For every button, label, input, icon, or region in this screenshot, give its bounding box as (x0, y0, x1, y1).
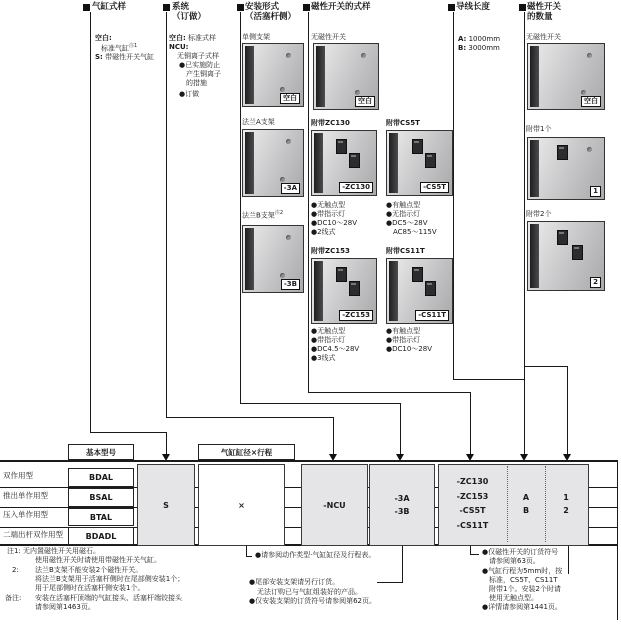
system-note-line: ●订做 (179, 90, 200, 98)
connector-line (333, 417, 334, 455)
note-line: 附带1个。安装2个时请 (489, 585, 561, 593)
cylinder-end-cap (314, 261, 323, 321)
note-line: 请参阅第63页。 (489, 557, 540, 565)
note-line: ●仅安装支架的订货符号请参阅第62页。 (249, 597, 377, 605)
connector-line (166, 432, 167, 455)
cylinder-end-cap (316, 46, 325, 107)
switch-none-label: 无磁性开关 (311, 33, 346, 41)
screw-hole (286, 139, 291, 144)
switch-spec: ●无指示灯 (386, 210, 421, 218)
switch-spec: ●带指示灯 (311, 336, 346, 344)
row-label: 推出单作用型 (3, 491, 48, 500)
screw-hole (361, 53, 366, 58)
col-switch-qty-title: 磁性开关 (527, 2, 562, 12)
note-line: 使用无触点型。 (489, 594, 538, 602)
switch-item-label: 附带CS11T (386, 247, 425, 255)
cylinder-end-cap (530, 140, 539, 197)
note-line: ●气缸行程为5mm时，按 (482, 567, 563, 575)
screw-hole (280, 177, 285, 182)
option-code-tag: -ZC130 (339, 182, 373, 193)
cylinder-style-s-option (95, 54, 154, 62)
option-code-tag: -CS11T (415, 310, 449, 321)
col-lead-wire-title: 导线长度 (456, 2, 491, 12)
connector-line (308, 12, 309, 392)
lead-code: A (522, 493, 530, 502)
table-cell-mounting (369, 464, 435, 546)
switch-spec: ●无触点型 (311, 327, 346, 335)
switch-spec: ●带指示灯 (386, 336, 421, 344)
auto-switch-block (336, 139, 347, 154)
option-code: S: (95, 53, 103, 61)
auto-switch-block (349, 281, 360, 296)
note-connector-line (402, 546, 403, 583)
mounting-item-label: 法兰A支架 (242, 118, 275, 126)
auto-switch-block (557, 145, 568, 160)
qty-item-label: 附带1个 (526, 125, 552, 133)
cylinder-end-cap (389, 261, 398, 321)
switch-spec: ●DC10～28V (311, 219, 357, 227)
cylinder-end-cap (245, 228, 254, 290)
screw-hole (280, 273, 285, 278)
model-code-btal: BTAL (68, 508, 134, 526)
note-line: ●仅磁性开关的订货符号 (482, 548, 559, 556)
qty-code: 2 (563, 506, 569, 515)
option-code-tag: -3A (281, 183, 300, 194)
table-cell-lead-wire (507, 464, 545, 544)
option-code: 空白: (95, 34, 112, 42)
connector-line (524, 366, 568, 367)
mounting-item-label: 单侧支架 (242, 33, 270, 41)
option-code-tag: 2 (590, 277, 601, 288)
auto-switch-block (557, 230, 568, 245)
switch-spec: ●DC10～28V (386, 345, 432, 353)
option-text: 带磁性开关气缸 (105, 53, 155, 61)
option-text: 法兰B支架 (242, 211, 275, 220)
switch-spec: ●2线式 (311, 228, 336, 236)
cylinder-end-cap (530, 46, 539, 107)
lead-wire-option-a (458, 36, 500, 44)
option-text: 3000mm (468, 44, 500, 52)
connector-line (166, 12, 167, 417)
option-code-tag: -ZC153 (339, 310, 373, 321)
connector-line (90, 12, 91, 432)
section-bullet-icon (303, 4, 310, 11)
note-line: 请参阅第1463页。 (35, 603, 95, 611)
row-label: 双作用型 (3, 471, 33, 480)
cylinder-with-switch-photo (311, 258, 377, 324)
cylinder-end-cap (314, 133, 323, 193)
system-blank-option (169, 35, 216, 43)
col-switch-qty-title2: 的数量 (527, 12, 553, 22)
screw-hole (286, 53, 291, 58)
option-code: B: (458, 44, 467, 52)
option-text: 1000mm (468, 35, 501, 43)
switch-spec: ●有触点型 (386, 201, 421, 209)
section-bullet-icon (83, 4, 90, 11)
row-label: 压入单作用型 (3, 510, 48, 519)
mount-code: -3B (394, 507, 410, 516)
option-code-tag: 空白 (581, 96, 601, 107)
screw-hole (587, 147, 592, 152)
connector-line (240, 12, 241, 403)
table-cell-switch-codes (438, 464, 507, 544)
section-bullet-icon (448, 4, 455, 11)
bore-stroke-label: 气缸缸径×行程 (198, 444, 295, 460)
table-right-border (617, 460, 618, 546)
note-connector-line (377, 582, 403, 583)
cylinder-end-cap (245, 132, 254, 194)
option-code-tag: -CS5T (420, 182, 449, 193)
switch-spec: ●DC4.5～28V (311, 345, 360, 353)
note-line: 使用磁性开关时请使用带磁性开关气缸。 (35, 556, 161, 564)
footnote-ref: 注2 (274, 210, 283, 216)
option-code-tag: 空白 (355, 96, 375, 107)
cylinder-photo (527, 43, 605, 110)
switch-spec: ●3线式 (311, 354, 336, 362)
note-line: ●尾部安装支架请另行订货。 (249, 578, 340, 586)
footnote-ref: 注1 (129, 43, 138, 49)
connector-line (308, 392, 471, 393)
note-line: 无法订购已与气缸组装好的产品。 (257, 588, 362, 596)
switch-item-label: 附带CS5T (386, 119, 420, 127)
switch-code: -ZC153 (456, 491, 489, 501)
row-label: 二端出杆双作用型 (3, 530, 63, 539)
table-cell-s: S (137, 464, 195, 546)
col-mounting-title: 安装形式 (245, 2, 280, 12)
switch-item-label: 附带ZC130 (311, 119, 350, 127)
note-line: 用于尾部侧时在活塞杆侧安装1个。 (35, 584, 145, 592)
cylinder-with-switch-photo (311, 130, 377, 196)
qty-code: 1 (563, 493, 569, 502)
switch-spec: ●带指示灯 (311, 210, 346, 218)
connector-line (453, 12, 454, 379)
model-code-bdal: BDAL (68, 468, 134, 487)
section-bullet-icon (519, 4, 526, 11)
section-bullet-icon (163, 4, 170, 11)
note-connector-line (246, 556, 252, 557)
auto-switch-block (425, 153, 436, 168)
system-note-line: 产生铜离子 (186, 70, 221, 78)
connector-line (470, 392, 471, 455)
switch-spec: AC85～115V (393, 228, 437, 236)
option-code: 空白: (169, 34, 186, 42)
note-line: ●详情请参阅第1441页。 (482, 603, 562, 611)
cylinder-style-blank-option (95, 35, 112, 43)
col-system-subtitle: （订做） (172, 12, 207, 22)
section-bullet-icon (237, 4, 244, 11)
note-line: 无内置磁性开关用磁石。 (23, 547, 100, 555)
switch-item-label: 附带ZC153 (311, 247, 350, 255)
note-connector-line (568, 546, 569, 574)
lead-code: B (522, 506, 530, 515)
table-cell-bore-stroke: × (198, 464, 285, 546)
cylinder-photo (242, 129, 304, 197)
connector-line (90, 432, 167, 433)
note-line: 将法兰B支架用于活塞杆侧时在尾部侧安装1个； (35, 575, 185, 583)
connector-line (453, 379, 525, 380)
cylinder-photo (242, 225, 304, 293)
model-code-bsal: BSAL (68, 488, 134, 507)
cylinder-with-switch-photo (527, 221, 605, 291)
system-note-line: 的措施 (186, 79, 207, 87)
cylinder-photo (242, 43, 304, 107)
table-top-border (0, 460, 618, 462)
option-text: 标准气缸 (101, 44, 129, 53)
system-ncu-code: NCU: (169, 43, 189, 51)
note-prefix: 注1: (7, 547, 21, 555)
option-code-tag: 空白 (280, 93, 300, 104)
mounting-item-label (242, 211, 283, 220)
cylinder-with-switch-photo (386, 258, 453, 324)
connector-line (166, 417, 334, 418)
connector-line (240, 403, 401, 404)
auto-switch-block (412, 267, 423, 282)
screw-hole (355, 90, 360, 95)
cylinder-end-cap (389, 133, 398, 193)
auto-switch-block (349, 153, 360, 168)
mount-code: -3A (394, 494, 410, 503)
table-cell-qty (545, 464, 587, 544)
col-cylinder-style-title: 气缸式样 (92, 2, 127, 12)
switch-code: -CS5T (459, 506, 486, 515)
lead-wire-option-b (458, 45, 500, 53)
option-code-tag: 1 (590, 186, 601, 197)
screw-hole (587, 53, 592, 58)
screw-hole (280, 87, 285, 92)
connector-line (400, 403, 401, 455)
note-line: 法兰B支架不能安装2个磁性开关。 (35, 566, 143, 574)
cylinder-style-blank-desc (101, 44, 137, 53)
option-text: 标准式样 (188, 34, 217, 42)
note-prefix: 备注: (5, 594, 22, 602)
note-connector-line (617, 546, 618, 620)
auto-switch-block (425, 281, 436, 296)
switch-spec: ●无触点型 (311, 201, 346, 209)
switch-spec: ●有触点型 (386, 327, 421, 335)
qty-item-label: 附带2个 (526, 210, 552, 218)
connector-line (524, 12, 525, 455)
cylinder-with-switch-photo (527, 137, 605, 200)
cylinder-end-cap (530, 224, 539, 288)
note-line: 安装在活塞杆顶端的气缸接头、活塞杆端铰接头 (35, 594, 182, 602)
cylinder-with-switch-photo (386, 130, 453, 196)
option-code-tag: -3B (281, 279, 300, 290)
qty-item-label: 无磁性开关 (526, 33, 561, 41)
note-line: 标准，CS5T、CS11T (489, 576, 558, 584)
model-code-bdadl: BDADL (68, 527, 134, 545)
switch-code: -ZC130 (456, 477, 489, 486)
screw-hole (286, 235, 291, 240)
table-cell-ncu: -NCU (301, 464, 368, 546)
auto-switch-block (572, 245, 583, 260)
note-connector-line (470, 554, 479, 555)
cylinder-photo (313, 43, 379, 110)
auto-switch-block (336, 267, 347, 282)
basic-model-label: 基本型号 (68, 444, 134, 460)
note-line: ●请参阅动作类型·气缸缸径及行程表。 (255, 551, 376, 559)
auto-switch-block (412, 139, 423, 154)
col-system-title: 系统 (172, 2, 190, 12)
switch-code: -CS11T (456, 520, 489, 530)
option-code: A: (458, 35, 467, 43)
col-switch-type-title: 磁性开关的式样 (311, 2, 371, 12)
cylinder-end-cap (245, 46, 254, 104)
col-mounting-subtitle: （活塞杆侧） (245, 12, 297, 22)
screw-hole (581, 90, 586, 95)
switch-spec: ●DC5～28V (386, 219, 428, 227)
system-ncu-desc: 无铜离子式样 (177, 52, 219, 60)
system-note-line: ●已实施防止 (179, 61, 221, 69)
note-prefix: 2: (12, 566, 19, 574)
connector-line (567, 366, 568, 455)
